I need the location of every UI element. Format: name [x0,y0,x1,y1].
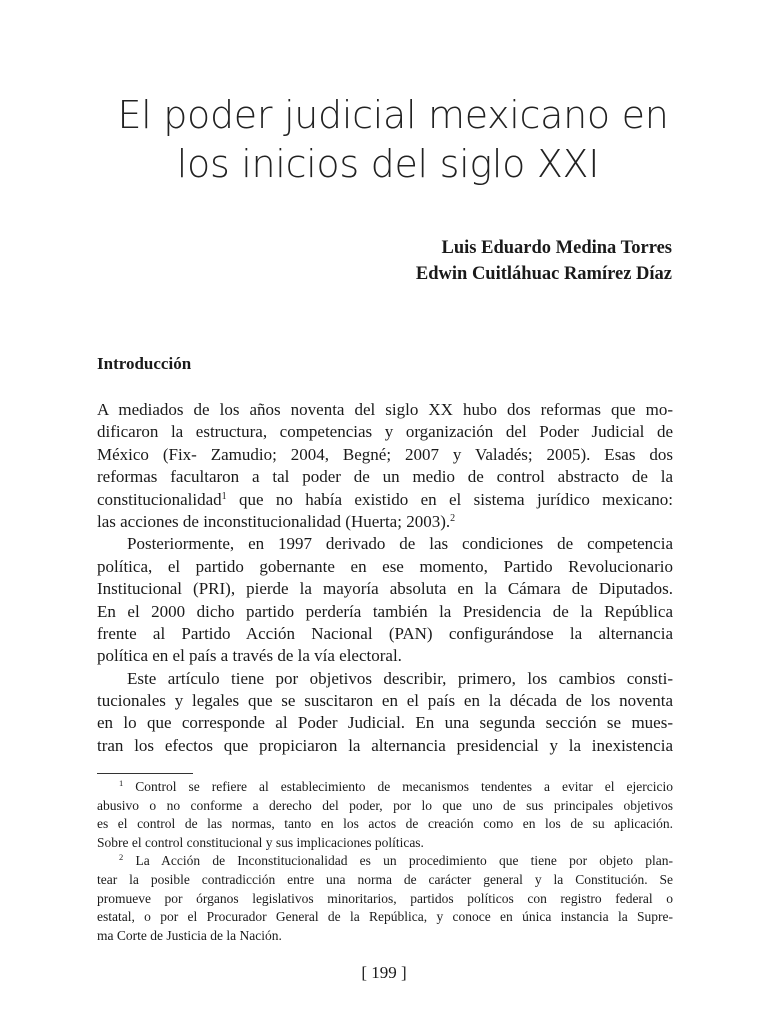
footnote-line [97,852,673,871]
paragraph-3 [97,668,673,758]
article-title-line-1: El poder judicial mexicano en [117,93,669,137]
text-fragment: las acciones de inconstitucionalidad (Huerta; 2003). [97,511,451,531]
text-line: Este artículo tiene por objetivos describir, primero, los cambios consti- [127,668,673,688]
footnote-1 [97,778,673,852]
text-fragment: La Acción de Inconstitucionalidad es un procedimiento que tiene por objeto plan- [123,853,673,869]
text-line: en lo que corresponde al Poder Judicial. En una segunda sección se mues- [97,713,673,733]
text-line: frente al Partido Acción Nacional (PAN) configurándose la alternancia [97,623,673,643]
footnote-line [97,778,673,797]
text-line: Posteriormente, en 1997 derivado de las condiciones de competencia [127,534,673,554]
author-2: Edwin Cuitláhuac Ramírez Díaz [415,264,672,284]
footnote-marker-2: 2 [450,512,456,524]
text-line: En el 2000 dicho partido perdería también la Presidencia de la República [97,601,673,621]
body-text [97,399,673,757]
footnote-marker-1: 1 [221,490,227,502]
footnote-line: promueve por órganos legislativos minoritarios, partidos políticos con registro federal o [97,890,673,906]
paragraph-1 [97,399,673,533]
paragraph-2 [97,533,673,667]
text-fragment: que no había existido en el sistema jurídico mexicano: [226,489,673,509]
footnote-line: abusivo o no conforme a derecho del poder, por lo que uno de sus principales objetivos [97,797,673,813]
section-heading: Introducción [97,354,192,373]
text-line: tran los efectos que propiciaron la alternancia presidencial y la inexistencia [97,735,673,755]
footnote-separator [97,773,193,774]
text-line: reformas facultaron a tal poder de un medio de control abstracto de la [97,467,673,487]
footnote-line: es el control de las normas, tanto en los actos de creación como en los de su aplicación. [97,816,673,832]
footnote-number-2: 2 [119,852,124,863]
text-fragment: constitucionalidad [97,489,222,509]
text-line: A mediados de los años noventa del siglo XX hubo dos reformas que mo- [97,400,673,419]
footnote-2 [97,852,673,945]
text-line: dificaron la estructura, competencias y organización del Poder Judicial de [97,422,673,442]
text-line: política, el partido gobernante en ese momento, Partido Revolucionario [97,556,673,576]
author-1: Luis Eduardo Medina Torres [441,238,672,258]
footnote-line: tear la posible contradicción entre una norma de carácter general y la Constitución. Se [97,871,673,887]
page-number: [ 199 ] [361,963,407,982]
footnote-line: ma Corte de Justicia de la Nación. [97,927,282,943]
text-fragment: Control se refiere al establecimiento de mecanismos tendentes a evitar el ejercicio [123,779,673,794]
text-line: política en el país a través de la vía electoral. [97,646,402,666]
footnote-line: estatal, o por el Procurador General de la República, y conoce en única instancia la Supre- [97,909,673,925]
text-line [97,489,673,511]
footnote-line: Sobre el control constitucional y sus implicaciones políticas. [97,834,424,850]
footnote-number-1: 1 [119,778,124,788]
footnotes [97,778,673,945]
text-line: tucionales y legales que se suscitaron en el país en la década de los noventa [97,691,673,711]
text-line [97,511,673,533]
text-line: Institucional (PRI), pierde la mayoría absoluta en la Cámara de Diputados. [97,579,673,599]
article-title-line-2: los inicios del siglo XXI [176,142,600,186]
text-line: México (Fix- Zamudio; 2004, Begné; 2007 y Valadés; 2005). Esas dos [97,444,673,464]
